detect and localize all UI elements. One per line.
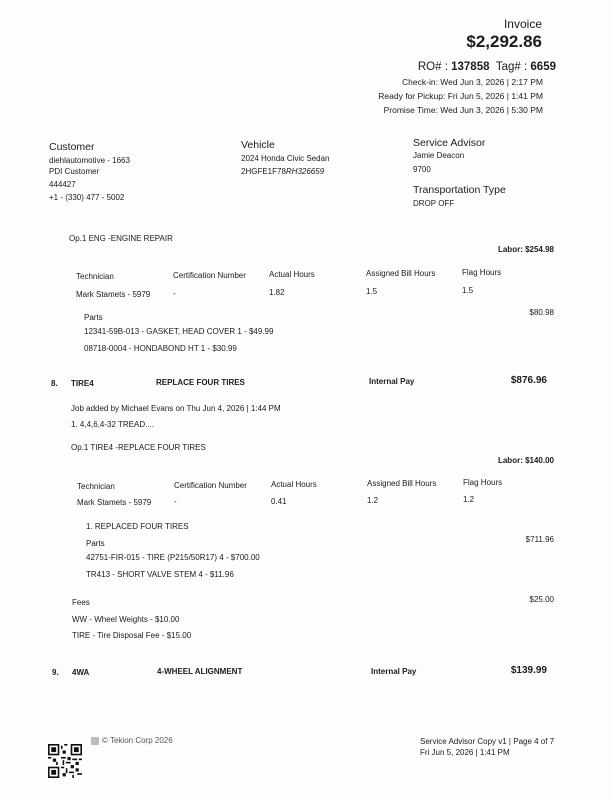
customer-line1: diehlautomotive - 1663 (49, 156, 130, 165)
job8-parts-total: $711.96 (525, 535, 554, 544)
advisor-number: 9700 (413, 165, 431, 174)
job8-parts-heading: Parts (86, 539, 105, 548)
eng-parts-total: $80.98 (529, 308, 554, 317)
eng-parts-heading: Parts (84, 313, 103, 322)
tag-number: 6659 (530, 61, 556, 73)
job8-amount: $876.96 (510, 375, 547, 386)
customer-heading: Customer (49, 141, 95, 153)
customer-line3: 444427 (49, 180, 76, 189)
ro-number: 137858 (451, 61, 490, 73)
advisor-heading: Service Advisor (413, 137, 486, 149)
job8-fees-total: $25.00 (529, 595, 554, 604)
transport-value: DROP OFF (413, 199, 455, 208)
checkin-time: Check-in: Wed Jun 3, 2026 | 2:17 PM (402, 77, 543, 87)
transport-heading: Transportation Type (413, 184, 506, 196)
cell-actual: 1.82 (269, 288, 285, 297)
ready-time: Ready for Pickup: Fri Jun 5, 2026 | 1:41 PM (378, 91, 543, 101)
job8-fees-heading: Fees (72, 598, 90, 607)
job9-code: 4WA (72, 668, 90, 677)
qr-code-icon (48, 744, 82, 778)
vehicle-model: 2024 Honda Civic Sedan (241, 154, 330, 163)
job8-col-flag: Flag Hours (463, 478, 503, 487)
document-title: Invoice (503, 17, 542, 31)
tag-label: Tag# (495, 61, 521, 73)
job8-labor: Labor: $140.00 (497, 456, 554, 465)
col-flag: Flag Hours (462, 268, 502, 277)
job8-op-title: Op.1 TIRE4 -REPLACE FOUR TIRES (71, 443, 206, 452)
job8-cell-assigned: 1.2 (367, 496, 379, 505)
job9-amount: $139.99 (510, 665, 547, 676)
job8-fee-2: TIRE - Tire Disposal Fee - $15.00 (72, 631, 192, 640)
col-actual: Actual Hours (269, 270, 315, 279)
eng-part-2: 08718-0004 - HONDABOND HT 1 - $30.99 (84, 344, 237, 353)
job8-pay: Internal Pay (369, 377, 415, 386)
footer-copy-info: Service Advisor Copy v1 | Page 4 of 7 (420, 737, 555, 746)
cell-flag: 1.5 (462, 286, 474, 295)
job8-note: 1. 4,4,6,4-32 TREAD.... (71, 420, 155, 429)
eng-part-1: 12341-59B-013 - GASKET, HEAD COVER 1 - $49.99 (84, 327, 274, 336)
job8-col-cert: Certification Number (174, 481, 247, 490)
vin-suffix: RH326659 (285, 167, 325, 176)
ro-label: RO# (417, 61, 442, 73)
job8-cell-cert: - (174, 497, 177, 506)
job8-part-2: TR413 - SHORT VALVE STEM 4 - $11.96 (86, 570, 234, 579)
customer-line2: PDI Customer (49, 167, 100, 176)
job8-desc: REPLACE FOUR TIRES (156, 378, 245, 387)
job9-desc: 4-WHEEL ALIGNMENT (157, 667, 243, 676)
vehicle-heading: Vehicle (241, 139, 275, 151)
job8-col-technician: Technician (77, 482, 115, 491)
job8-cell-flag: 1.2 (463, 495, 475, 504)
cell-cert: - (173, 289, 176, 298)
op-eng-title: Op.1 ENG -ENGINE REPAIR (69, 234, 173, 243)
vin-prefix: 2HGFE1F78 (241, 167, 286, 176)
footer-copyright: © Tekion Corp 2026 (102, 736, 173, 745)
vehicle-vin (241, 167, 324, 176)
tekion-logo-icon (91, 737, 99, 745)
cell-technician: Mark Stamets - 5979 (76, 290, 151, 299)
col-assigned: Assigned Bill Hours (366, 269, 436, 278)
job8-cell-actual: 0.41 (271, 497, 287, 506)
job8-number: 8. (51, 379, 58, 388)
op-eng-labor: Labor: $254.98 (497, 245, 554, 254)
job8-fee-1: WW - Wheel Weights - $10.00 (72, 615, 180, 624)
ro-tag-line: RO# : 137858 Tag# : 6659 (417, 61, 556, 73)
job8-col-actual: Actual Hours (271, 480, 317, 489)
customer-phone: +1 - (330) 477 - 5002 (49, 193, 125, 202)
invoice-total: $2,292.86 (466, 32, 542, 51)
job8-code: TIRE4 (71, 379, 94, 388)
job8-cell-technician: Mark Stamets - 5979 (77, 498, 152, 507)
advisor-name: Jamie Deacon (413, 151, 465, 160)
job8-story: 1. REPLACED FOUR TIRES (86, 522, 189, 531)
job9-pay: Internal Pay (371, 667, 417, 676)
cell-assigned: 1.5 (366, 287, 378, 296)
promise-time: Promise Time: Wed Jun 3, 2026 | 5:30 PM (383, 105, 543, 115)
job9-number: 9. (52, 668, 59, 677)
job8-added: Job added by Michael Evans on Thu Jun 4, 2026 | 1:44 PM (71, 404, 281, 413)
col-cert: Certification Number (173, 271, 246, 280)
job8-part-1: 42751-FIR-015 - TIRE (P215/50R17) 4 - $700.00 (86, 553, 260, 562)
col-technician: Technician (76, 272, 114, 281)
job8-col-assigned: Assigned Bill Hours (367, 479, 437, 488)
footer-date: Fri Jun 5, 2026 | 1:41 PM (420, 748, 510, 757)
